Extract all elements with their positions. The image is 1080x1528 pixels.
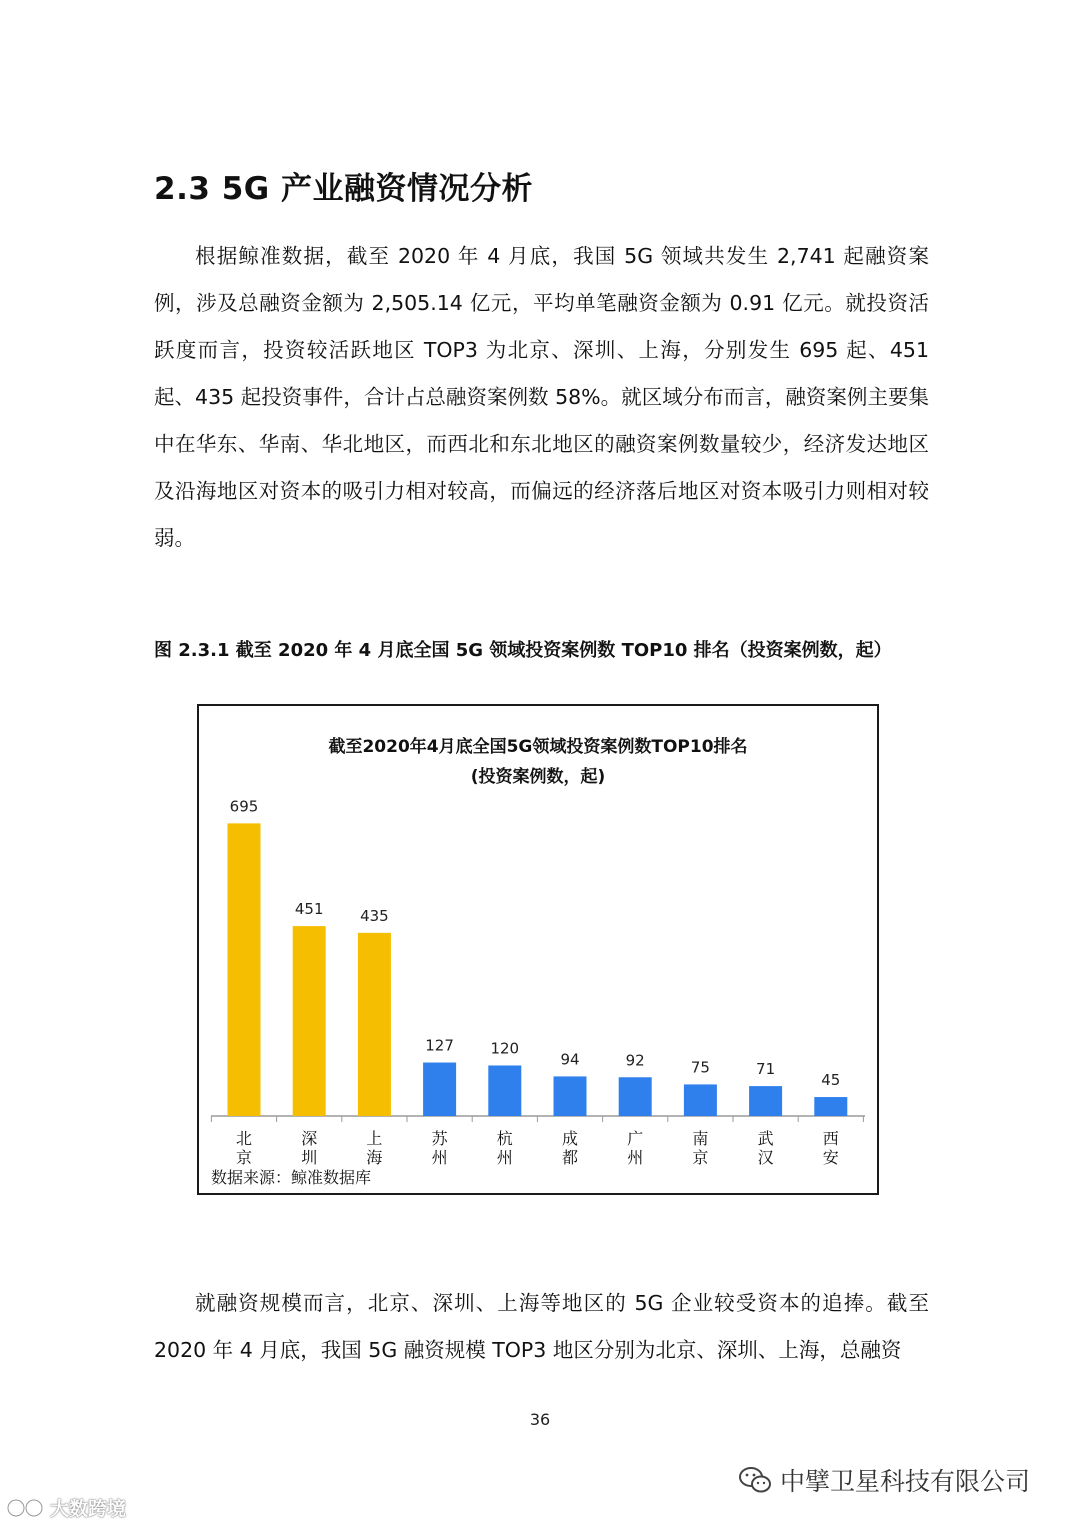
- bar-value-label: 45: [821, 1071, 841, 1090]
- bar-value-label: 94: [560, 1050, 580, 1069]
- body-paragraph: 就融资规模而言，北京、深圳、上海等地区的 5G 企业较受资本的追捧。截至 2020 年 4 月底，我国 5G 融资规模 TOP3 地区分别为北京、深圳、上海，总融资: [154, 1291, 929, 1362]
- chart-source: 数据来源：鲸准数据库: [211, 1168, 372, 1187]
- section-title: 2.3 5G 产业融资情况分析: [154, 171, 534, 207]
- bar-4: [423, 1063, 456, 1116]
- bar-7: [619, 1077, 652, 1116]
- bar-value-label: 92: [625, 1051, 645, 1070]
- wechat-icon: [738, 1465, 772, 1495]
- bar-3: [358, 933, 391, 1116]
- body-paragraph: 根据鲸准数据，截至 2020 年 4 月底，我国 5G 领域共发生 2,741 起融资案例，涉及总融资金额为 2,505.14 亿元，平均单笔融资金额为 0.91 亿元。就投资活跃度而言，投资较活跃地区 TOP3 为北京、深圳、上海，分别发生 695 起、451 起、435 起投资事件，合计占总融资案例数 58%。就区域分布而言，融资案例主要集中在华东、华南、华北地区，而西北和东北地区的融资案例数量较少，经济发达地区及沿海地区对资本的吸引力相对较高，而偏远的经济落后地区对资本吸引力则相对较弱。: [154, 244, 929, 550]
- bar-chart: [197, 704, 879, 1195]
- bar-6: [554, 1076, 587, 1116]
- bar-5: [488, 1065, 521, 1116]
- x-tick-label: 杭州: [496, 1129, 513, 1167]
- watermark-right: [738, 1462, 1030, 1498]
- x-tick-label: 广州: [627, 1129, 644, 1167]
- bar-value-label: 695: [229, 797, 259, 816]
- x-tick-label: 成都: [561, 1129, 579, 1167]
- bar-value-label: 75: [690, 1058, 710, 1077]
- chart-title: 截至2020年4月底全国5G领域投资案例数TOP10排名: [328, 737, 748, 757]
- bar-10: [814, 1097, 847, 1116]
- figure-caption: 图 2.3.1 截至 2020 年 4 月底全国 5G 领域投资案例数 TOP10 排名（投资案例数，起）: [154, 640, 892, 661]
- bar-2: [293, 926, 326, 1116]
- page-number: 36: [529, 1410, 551, 1429]
- logo-icon: [6, 1496, 46, 1520]
- bar-value-label: 71: [756, 1060, 776, 1079]
- x-tick-label: 南京: [692, 1129, 709, 1167]
- watermark-left: [6, 1494, 126, 1521]
- bar-value-label: 451: [294, 900, 324, 919]
- bar-value-label: 127: [425, 1036, 454, 1055]
- x-tick-label: 苏州: [431, 1129, 448, 1167]
- bar-value-label: 435: [360, 906, 389, 925]
- chart-canvas: [199, 706, 877, 1193]
- x-tick-label: 上海: [366, 1129, 383, 1167]
- x-tick-label: 西安: [822, 1129, 839, 1167]
- x-tick-label: 北京: [235, 1129, 253, 1167]
- watermark-left-text: 大数跨境: [50, 1498, 127, 1520]
- x-tick-label: 武汉: [757, 1129, 774, 1167]
- chart-subtitle: (投资案例数，起): [470, 767, 606, 787]
- bar-value-label: 120: [490, 1039, 520, 1058]
- bar-8: [684, 1084, 717, 1116]
- x-tick-label: 深圳: [301, 1129, 318, 1167]
- bar-9: [749, 1086, 782, 1116]
- bar-1: [228, 823, 261, 1116]
- watermark-right-text: 中擘卫星科技有限公司: [780, 1467, 1031, 1496]
